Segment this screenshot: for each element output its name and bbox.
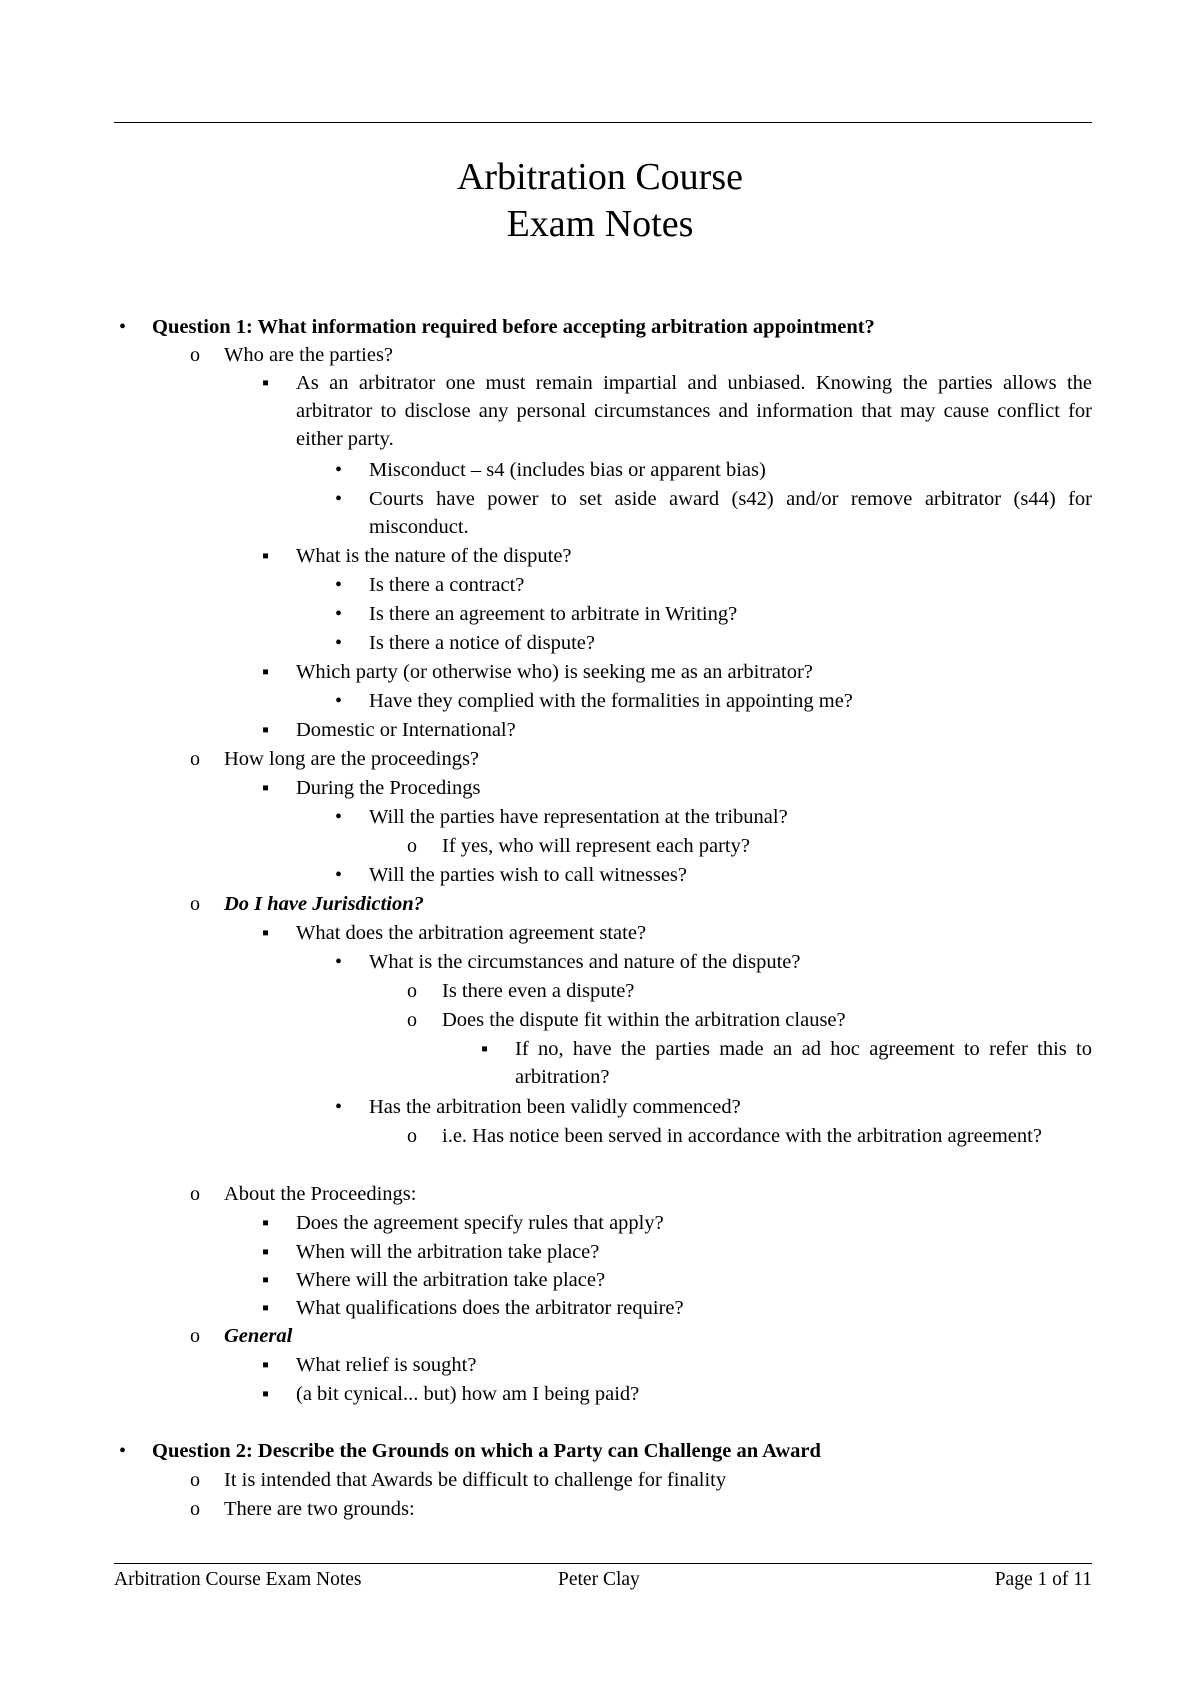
list-item: There are two grounds:	[224, 1498, 415, 1520]
list-item: When will the arbitration take place?	[296, 1241, 600, 1263]
circle-bullet-icon: o	[407, 1125, 417, 1147]
list-item: What is the nature of the dispute?	[296, 545, 572, 567]
list-item: If yes, who will represent each party?	[442, 835, 750, 857]
circle-bullet-icon: o	[190, 1183, 200, 1205]
list-item: How long are the proceedings?	[224, 748, 480, 770]
disc-bullet-icon: •	[335, 690, 343, 712]
square-bullet-icon: ▪	[262, 922, 270, 944]
footer-page-number: Page 1 of 11	[994, 1569, 1092, 1590]
footer-author: Peter Clay	[558, 1569, 640, 1590]
circle-bullet-icon: o	[407, 1009, 417, 1031]
list-item: Which party (or otherwise who) is seeking me as an arbitrator?	[296, 661, 813, 683]
list-item: i.e. Has notice been served in accordance with the arbitration agreement?	[442, 1125, 1042, 1147]
list-item: Has the arbitration been validly commenced?	[369, 1096, 741, 1118]
list-item: General	[224, 1325, 293, 1347]
disc-bullet-icon: •	[335, 806, 343, 828]
list-item: What qualifications does the arbitrator require?	[296, 1297, 684, 1319]
list-item: Do I have Jurisdiction?	[224, 893, 424, 915]
list-item: What is the circumstances and nature of the dispute?	[369, 951, 801, 973]
square-bullet-icon: ▪	[262, 1383, 270, 1405]
circle-bullet-icon: o	[190, 1325, 200, 1347]
list-item: As an arbitrator one must remain impartial and unbiased. Knowing the parties allows the arbitrator to disclose any personal circumstances and information that may cause conflict for either party.	[296, 372, 1092, 450]
list-item: During the Procedings	[296, 777, 481, 799]
header-rule	[114, 122, 1092, 123]
list-item: Does the agreement specify rules that apply?	[296, 1212, 664, 1234]
square-bullet-icon: ▪	[481, 1038, 489, 1060]
list-item: Is there a contract?	[369, 574, 525, 596]
square-bullet-icon: ▪	[262, 372, 270, 394]
disc-bullet-icon: •	[335, 864, 343, 886]
square-bullet-icon: ▪	[262, 1269, 270, 1291]
list-item: Is there an agreement to arbitrate in Writing?	[369, 603, 738, 625]
list-item: Is there even a dispute?	[442, 980, 635, 1002]
disc-bullet-icon: •	[335, 1096, 343, 1118]
list-item: About the Proceedings:	[224, 1183, 417, 1205]
disc-bullet-icon: •	[335, 603, 343, 625]
list-item: Where will the arbitration take place?	[296, 1269, 606, 1291]
document-subtitle: Exam Notes	[506, 203, 694, 245]
footer-document-name: Arbitration Course Exam Notes	[114, 1569, 362, 1590]
circle-bullet-icon: o	[407, 835, 417, 857]
disc-bullet-icon: •	[335, 488, 343, 510]
list-item: Misconduct – s4 (includes bias or apparent bias)	[369, 459, 766, 481]
list-item: If no, have the parties made an ad hoc agreement to refer this to arbitration?	[515, 1038, 1092, 1088]
list-item: Will the parties wish to call witnesses?	[369, 864, 687, 886]
square-bullet-icon: ▪	[262, 661, 270, 683]
question-1-heading: Question 1: What information required before accepting arbitration appointment?	[152, 316, 875, 338]
list-item: Will the parties have representation at the tribunal?	[369, 806, 788, 828]
circle-bullet-icon: o	[407, 980, 417, 1002]
disc-bullet-icon: •	[335, 632, 343, 654]
square-bullet-icon: ▪	[262, 1212, 270, 1234]
square-bullet-icon: ▪	[262, 719, 270, 741]
circle-bullet-icon: o	[190, 1469, 200, 1491]
square-bullet-icon: ▪	[262, 1241, 270, 1263]
square-bullet-icon: ▪	[262, 777, 270, 799]
circle-bullet-icon: o	[190, 893, 200, 915]
circle-bullet-icon: o	[190, 1498, 200, 1520]
disc-bullet-icon: •	[335, 951, 343, 973]
list-item: Have they complied with the formalities in appointing me?	[369, 690, 853, 712]
list-item: It is intended that Awards be difficult to challenge for finality	[224, 1469, 727, 1491]
circle-bullet-icon: o	[190, 748, 200, 770]
list-item: What does the arbitration agreement state?	[296, 922, 647, 944]
question-2-heading: Question 2: Describe the Grounds on which a Party can Challenge an Award	[152, 1440, 821, 1462]
list-item: Who are the parties?	[224, 344, 394, 366]
list-item: Courts have power to set aside award (s42) and/or remove arbitrator (s44) for misconduct.	[369, 488, 1092, 538]
document-title: Arbitration Course	[456, 156, 743, 198]
disc-bullet-icon: •	[335, 459, 343, 481]
circle-bullet-icon: o	[190, 344, 200, 366]
list-item: (a bit cynical... but) how am I being paid?	[296, 1383, 640, 1405]
list-item: Is there a notice of dispute?	[369, 632, 595, 654]
disc-bullet-icon: •	[119, 316, 127, 338]
square-bullet-icon: ▪	[262, 1354, 270, 1376]
footer-rule	[114, 1563, 1092, 1564]
disc-bullet-icon: •	[119, 1440, 127, 1462]
disc-bullet-icon: •	[335, 574, 343, 596]
list-item: Does the dispute fit within the arbitration clause?	[442, 1009, 846, 1031]
square-bullet-icon: ▪	[262, 1297, 270, 1319]
square-bullet-icon: ▪	[262, 545, 270, 567]
list-item: What relief is sought?	[296, 1354, 477, 1376]
list-item: Domestic or International?	[296, 719, 516, 741]
